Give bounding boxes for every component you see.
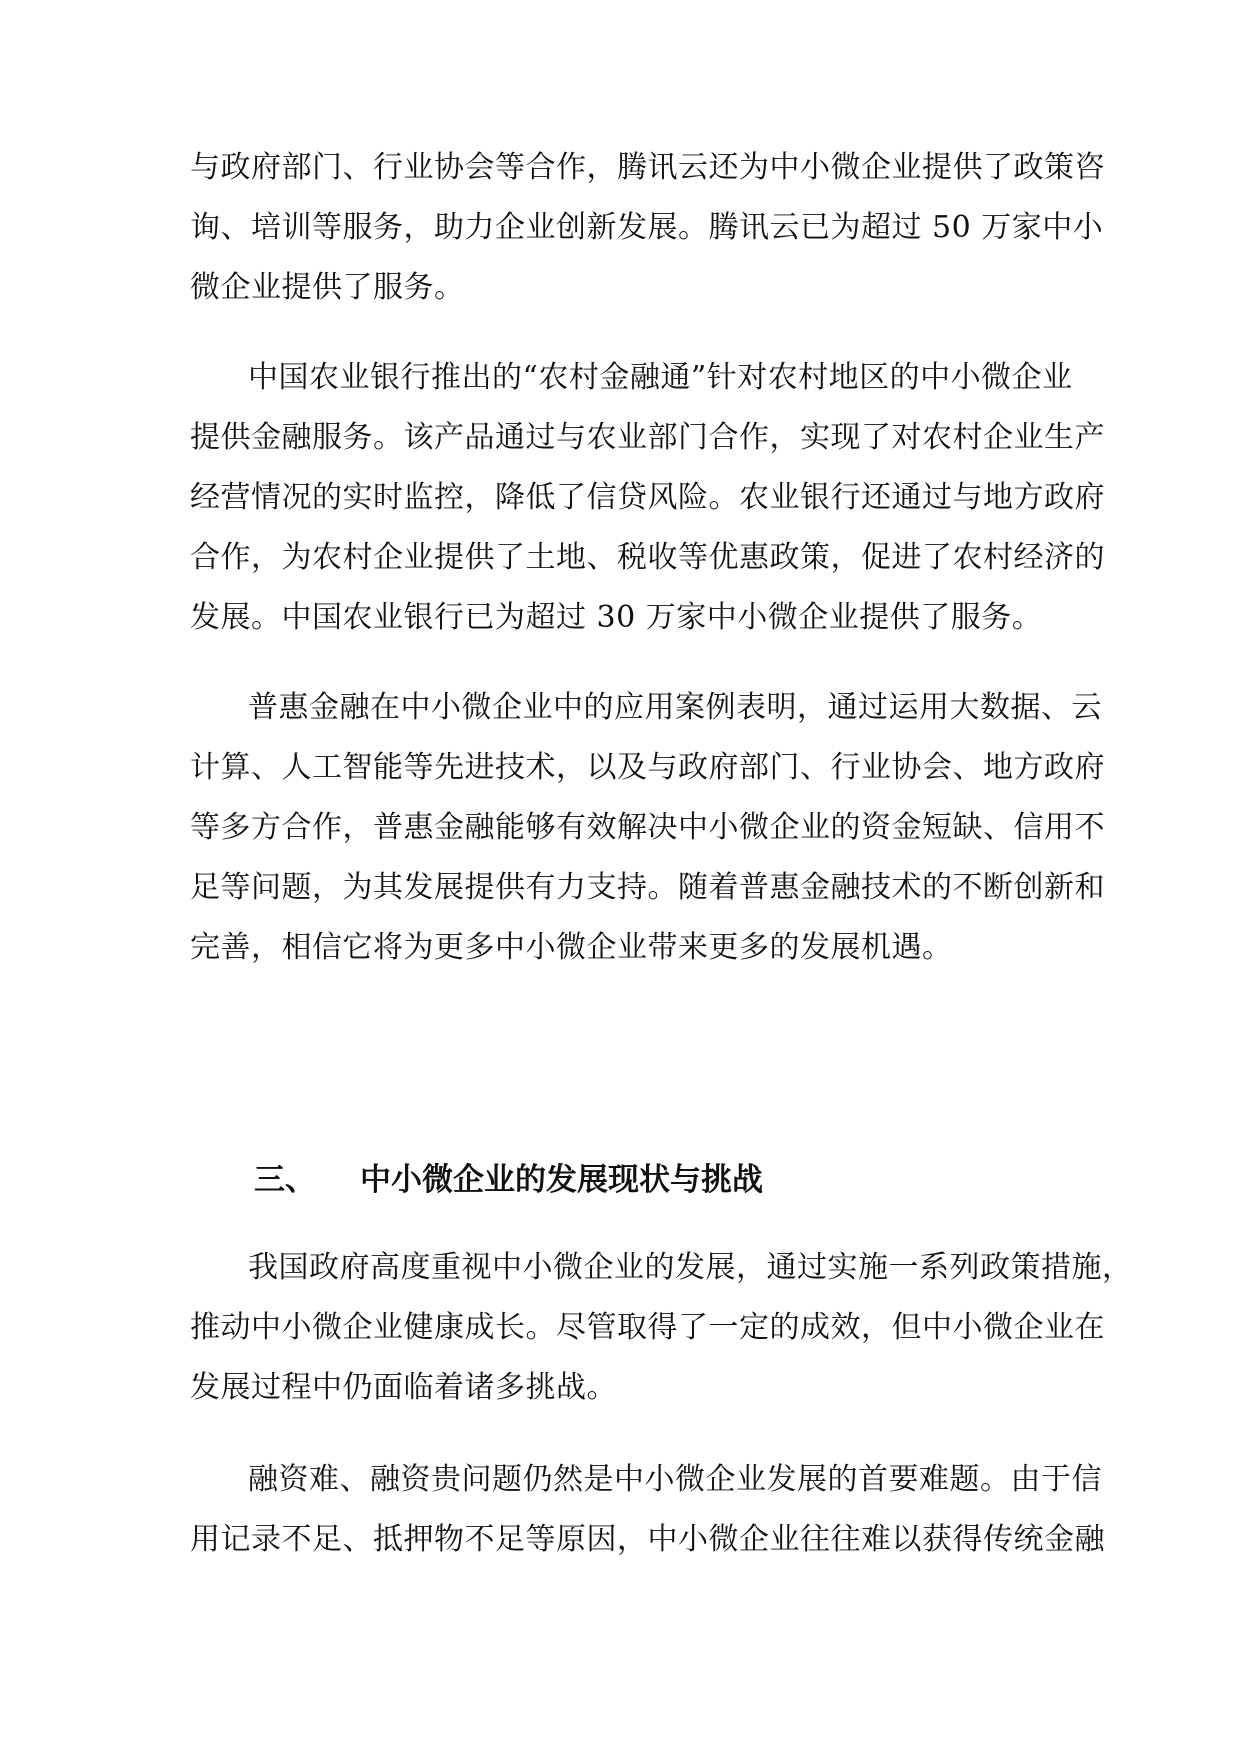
paragraph-line: 经营情况的实时监控，降低了信贷风险。农业银行还通过与地方政府 — [190, 480, 1105, 515]
section-number: 三、 — [254, 1162, 316, 1198]
paragraph-line: 与政府部门、行业协会等合作，腾讯云还为中小微企业提供了政策咨 — [190, 150, 1105, 185]
paragraph-line: 推动中小微企业健康成长。尽管取得了一定的成效，但中小微企业在 — [190, 1310, 1105, 1345]
paragraph-line: 等多方合作，普惠金融能够有效解决中小微企业的资金短缺、信用不 — [190, 810, 1105, 845]
paragraph-line: 合作，为农村企业提供了土地、税收等优惠政策，促进了农村经济的 — [190, 540, 1105, 575]
section-title: 中小微企业的发展现状与挑战 — [360, 1162, 763, 1198]
paragraph-line: 用记录不足、抵押物不足等原因，中小微企业往往难以获得传统金融 — [190, 1522, 1105, 1557]
section-heading — [254, 1160, 763, 1200]
paragraph-line: 提供金融服务。该产品通过与农业部门合作，实现了对农村企业生产 — [190, 420, 1105, 455]
paragraph-line: 足等问题，为其发展提供有力支持。随着普惠金融技术的不断创新和 — [190, 870, 1105, 905]
paragraph-line: 发展。中国农业银行已为超过 30 万家中小微企业提供了服务。 — [190, 600, 1043, 635]
paragraph-line: 我国政府高度重视中小微企业的发展，通过实施一系列政策措施， — [248, 1250, 1133, 1285]
paragraph-line: 发展过程中仍面临着诸多挑战。 — [190, 1370, 617, 1405]
paragraph-line: 计算、人工智能等先进技术，以及与政府部门、行业协会、地方政府 — [190, 750, 1105, 785]
paragraph-line: 询、培训等服务，助力企业创新发展。腾讯云已为超过 50 万家中小 — [190, 210, 1104, 245]
paragraph-line: 融资难、融资贵问题仍然是中小微企业发展的首要难题。由于信 — [248, 1462, 1102, 1497]
paragraph-line: 普惠金融在中小微企业中的应用案例表明，通过运用大数据、云 — [248, 690, 1102, 725]
paragraph-line: 中国农业银行推出的“农村金融通”针对农村地区的中小微企业 — [248, 360, 1073, 395]
paragraph-line: 微企业提供了服务。 — [190, 270, 465, 305]
paragraph-line: 完善，相信它将为更多中小微企业带来更多的发展机遇。 — [190, 930, 953, 965]
